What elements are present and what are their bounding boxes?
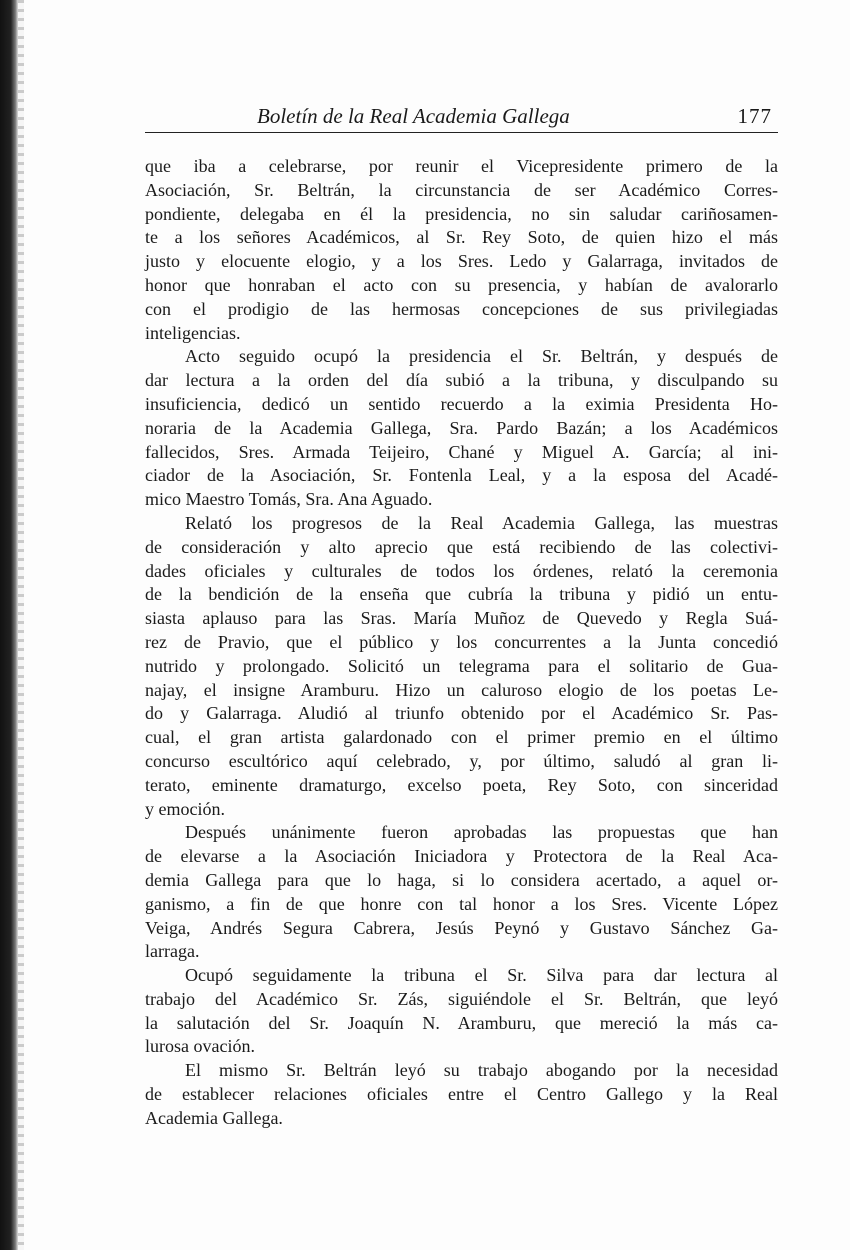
text-line: demia Gallega para que lo haga, si lo considera acertado, a aquel or-	[145, 869, 778, 890]
text-line: mico Maestro Tomás, Sra. Ana Aguado.	[145, 489, 433, 510]
text-line: justo y elocuente elogio, y a los Sres. Ledo y Galarraga, invitados de	[145, 251, 778, 272]
text-line: insuficiencia, dedicó un sentido recuerdo a la eximia Presidenta Ho-	[145, 393, 778, 414]
text-line: El mismo Sr. Beltrán leyó su trabajo abogando por la necesidad	[185, 1060, 778, 1081]
text-line: Después unánimente fueron aprobadas las propuestas que han	[185, 822, 778, 843]
paragraph	[145, 512, 778, 821]
text-line: nutrido y prolongado. Solicitó un telegrama para el solitario de Gua-	[145, 655, 778, 676]
text-line: do y Galarraga. Aludió al triunfo obtenido por el Académico Sr. Pas-	[145, 703, 778, 724]
text-line: Asociación, Sr. Beltrán, la circunstancia de ser Académico Corres-	[145, 179, 778, 200]
text-line: rez de Pravio, que el público y los concurrentes a la Junta concedió	[145, 631, 778, 652]
text-line: inteligencias.	[145, 322, 241, 343]
text-line: dades oficiales y culturales de todos los órdenes, relató la ceremonia	[145, 560, 778, 581]
text-line: terato, eminente dramaturgo, excelso poeta, Rey Soto, con sinceridad	[145, 774, 778, 795]
text-line: pondiente, delegaba en él la presidencia, no sin saludar cariñosamen-	[145, 203, 778, 224]
text-line: Acto seguido ocupó la presidencia el Sr. Beltrán, y después de	[185, 346, 778, 367]
text-line: ganismo, a fin de que honre con tal honor a los Sres. Vicente López	[145, 893, 778, 914]
journal-title: Boletín de la Real Academia Gallega	[257, 104, 570, 128]
paragraph	[145, 1059, 778, 1130]
text-line: de elevarse a la Asociación Iniciadora y Protectora de la Real Aca-	[145, 846, 778, 867]
text-line: ciador de la Asociación, Sr. Fontenla Leal, y a la esposa del Acadé-	[145, 465, 778, 486]
text-line: Relató los progresos de la Real Academia Gallega, las muestras	[185, 512, 778, 533]
text-line: cual, el gran artista galardonado con el primer premio en el último	[145, 727, 778, 748]
text-line: dar lectura a la orden del día subió a la tribuna, y disculpando su	[145, 370, 778, 391]
text-line: la salutación del Sr. Joaquín N. Aramburu, que mereció la más ca-	[145, 1012, 778, 1033]
scan-border-texture	[18, 0, 24, 1250]
running-header	[145, 104, 778, 133]
paragraph	[145, 964, 778, 1059]
text-line: fallecidos, Sres. Armada Teijeiro, Chané y Miguel A. García; al ini-	[145, 441, 778, 462]
text-line: y emoción.	[145, 798, 225, 819]
text-line: Veiga, Andrés Segura Cabrera, Jesús Peynó y Gustavo Sánchez Ga-	[145, 917, 778, 938]
text-line: lurosa ovación.	[145, 1036, 255, 1057]
text-line: Ocupó seguidamente la tribuna el Sr. Silva para dar lectura al	[185, 965, 778, 986]
text-line: de la bendición de la enseña que cubría la tribuna y pidió un entu-	[145, 584, 778, 605]
text-line: que iba a celebrarse, por reunir el Vicepresidente primero de la	[145, 156, 778, 176]
text-line: concurso escultórico aquí celebrado, y, por último, saludó al gran li-	[145, 750, 778, 771]
text-line: larraga.	[145, 941, 200, 962]
text-line: con el prodigio de las hermosas concepciones de sus privilegiadas	[145, 298, 778, 319]
paragraph	[145, 345, 778, 512]
text-line: noraria de la Academia Gallega, Sra. Pardo Bazán; a los Académicos	[145, 417, 778, 438]
text-line: siasta aplauso para las Sras. María Muñoz de Quevedo y Regla Suá-	[145, 608, 778, 629]
body-text	[145, 155, 778, 1131]
scan-border	[0, 0, 18, 1250]
text-line: najay, el insigne Aramburu. Hizo un caluroso elogio de los poetas Le-	[145, 679, 778, 700]
text-line: honor que honraban el acto con su presencia, y habían de avalorarlo	[145, 274, 778, 295]
text-line: te a los señores Académicos, al Sr. Rey Soto, de quien hizo el más	[145, 227, 778, 248]
text-line: de consideración y alto aprecio que está recibiendo de las colectivi-	[145, 536, 778, 557]
text-line: de establecer relaciones oficiales entre el Centro Gallego y la Real	[145, 1084, 778, 1105]
text-line: trabajo del Académico Sr. Zás, siguiéndole el Sr. Beltrán, que leyó	[145, 988, 778, 1009]
paragraph	[145, 821, 778, 964]
text-line: Academia Gallega.	[145, 1107, 283, 1128]
paragraph	[145, 155, 778, 345]
page-number: 177	[737, 104, 772, 128]
